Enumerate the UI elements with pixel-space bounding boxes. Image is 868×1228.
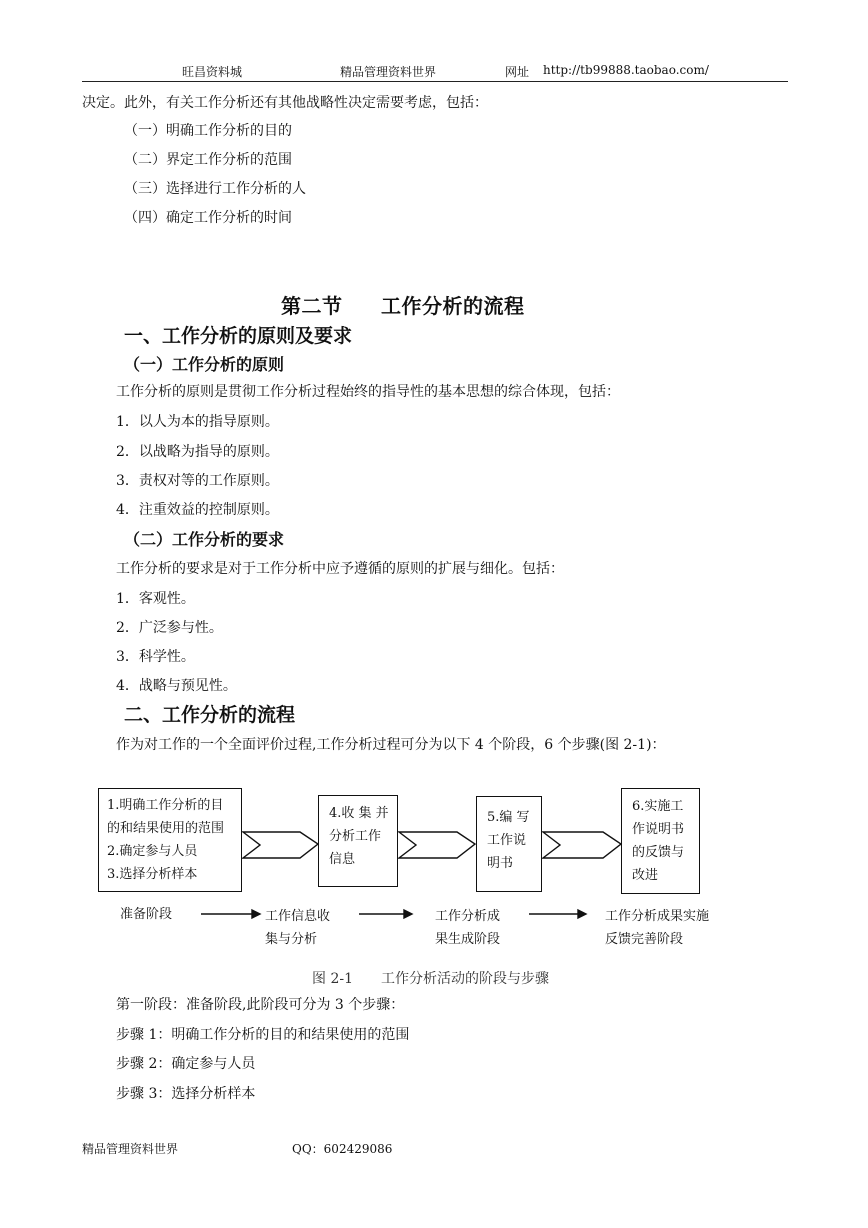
sub1-text: 工作分析的原则是贯彻工作分析过程始终的指导性的基本思想的综合体现，包括：	[116, 384, 620, 400]
stage-label: 工作信息收 集与分析	[265, 909, 331, 947]
chevron-arrow-icon	[543, 832, 621, 858]
sub1-item: 4．注重效益的控制原则。	[116, 502, 279, 518]
part1-heading: 一、工作分析的原则及要求	[124, 325, 353, 347]
sub1-item: 2．以战略为指导的原则。	[116, 444, 279, 460]
process-box-text: 6.实施工 作说明书 的反馈与 改进	[632, 799, 685, 883]
sub2-item: 1．客观性。	[116, 591, 195, 607]
step-line: 步骤 2：确定参与人员	[116, 1056, 256, 1072]
intro-item: （四）确定工作分析的时间	[124, 210, 292, 226]
chevron-arrow-icon	[399, 832, 475, 858]
process-box-text: 1.明确工作分析的目 的和结果使用的范围 2.确定参与人员 3.选择分析样本	[107, 798, 225, 882]
sub2-text: 工作分析的要求是对于工作分析中应予遵循的原则的扩展与细化。包括：	[116, 561, 564, 577]
figure-caption: 图 2-1 工作分析活动的阶段与步骤	[312, 971, 549, 987]
part2-text: 作为对工作的一个全面评价过程,工作分析过程可分为以下 4 个阶段，6 个步骤(图 2-1)：	[116, 737, 666, 753]
header-brand: 精品管理资料世界	[340, 65, 437, 79]
header-url-link[interactable]: http://tb99888.taobao.com/	[543, 63, 709, 77]
part2-heading: 二、工作分析的流程	[124, 704, 296, 726]
section-title: 工作分析的流程	[381, 294, 525, 318]
sub2-heading: （二）工作分析的要求	[124, 530, 285, 549]
sub2-item: 2．广泛参与性。	[116, 620, 223, 636]
stage-label: 准备阶段	[120, 907, 173, 922]
sub2-item: 3．科学性。	[116, 649, 195, 665]
stage-one-intro: 第一阶段：准备阶段,此阶段可分为 3 个步骤：	[116, 997, 405, 1013]
step-line: 步骤 3：选择分析样本	[116, 1086, 256, 1102]
sub1-item: 1．以人为本的指导原则。	[116, 414, 279, 430]
header-url-label: 网址	[505, 65, 530, 79]
stage-label: 工作分析成果实施 反馈完善阶段	[605, 909, 710, 947]
intro-item: （二）界定工作分析的范围	[124, 152, 292, 168]
process-box-text: 5.编 写 工作说 明书	[487, 810, 530, 871]
intro-item: （三）选择进行工作分析的人	[124, 181, 306, 197]
header-shop-name: 旺昌资料城	[182, 65, 243, 79]
chevron-arrow-icon	[243, 832, 318, 858]
stage-label: 工作分析成 果生成阶段	[435, 909, 501, 947]
intro-item: （一）明确工作分析的目的	[124, 123, 292, 139]
step-line: 步骤 1：明确工作分析的目的和结果使用的范围	[116, 1027, 410, 1043]
intro-line: 决定。此外，有关工作分析还有其他战略性决定需要考虑，包括：	[82, 95, 488, 111]
sub2-item: 4．战略与预见性。	[116, 678, 237, 694]
section-number: 第二节	[281, 294, 343, 318]
footer-qq: QQ：602429086	[292, 1142, 393, 1156]
sub1-heading: （一）工作分析的原则	[124, 355, 285, 374]
footer-brand: 精品管理资料世界	[82, 1142, 179, 1156]
process-box-text: 4.收 集 并 分析工作 信息	[329, 806, 389, 867]
sub1-item: 3．责权对等的工作原则。	[116, 473, 279, 489]
